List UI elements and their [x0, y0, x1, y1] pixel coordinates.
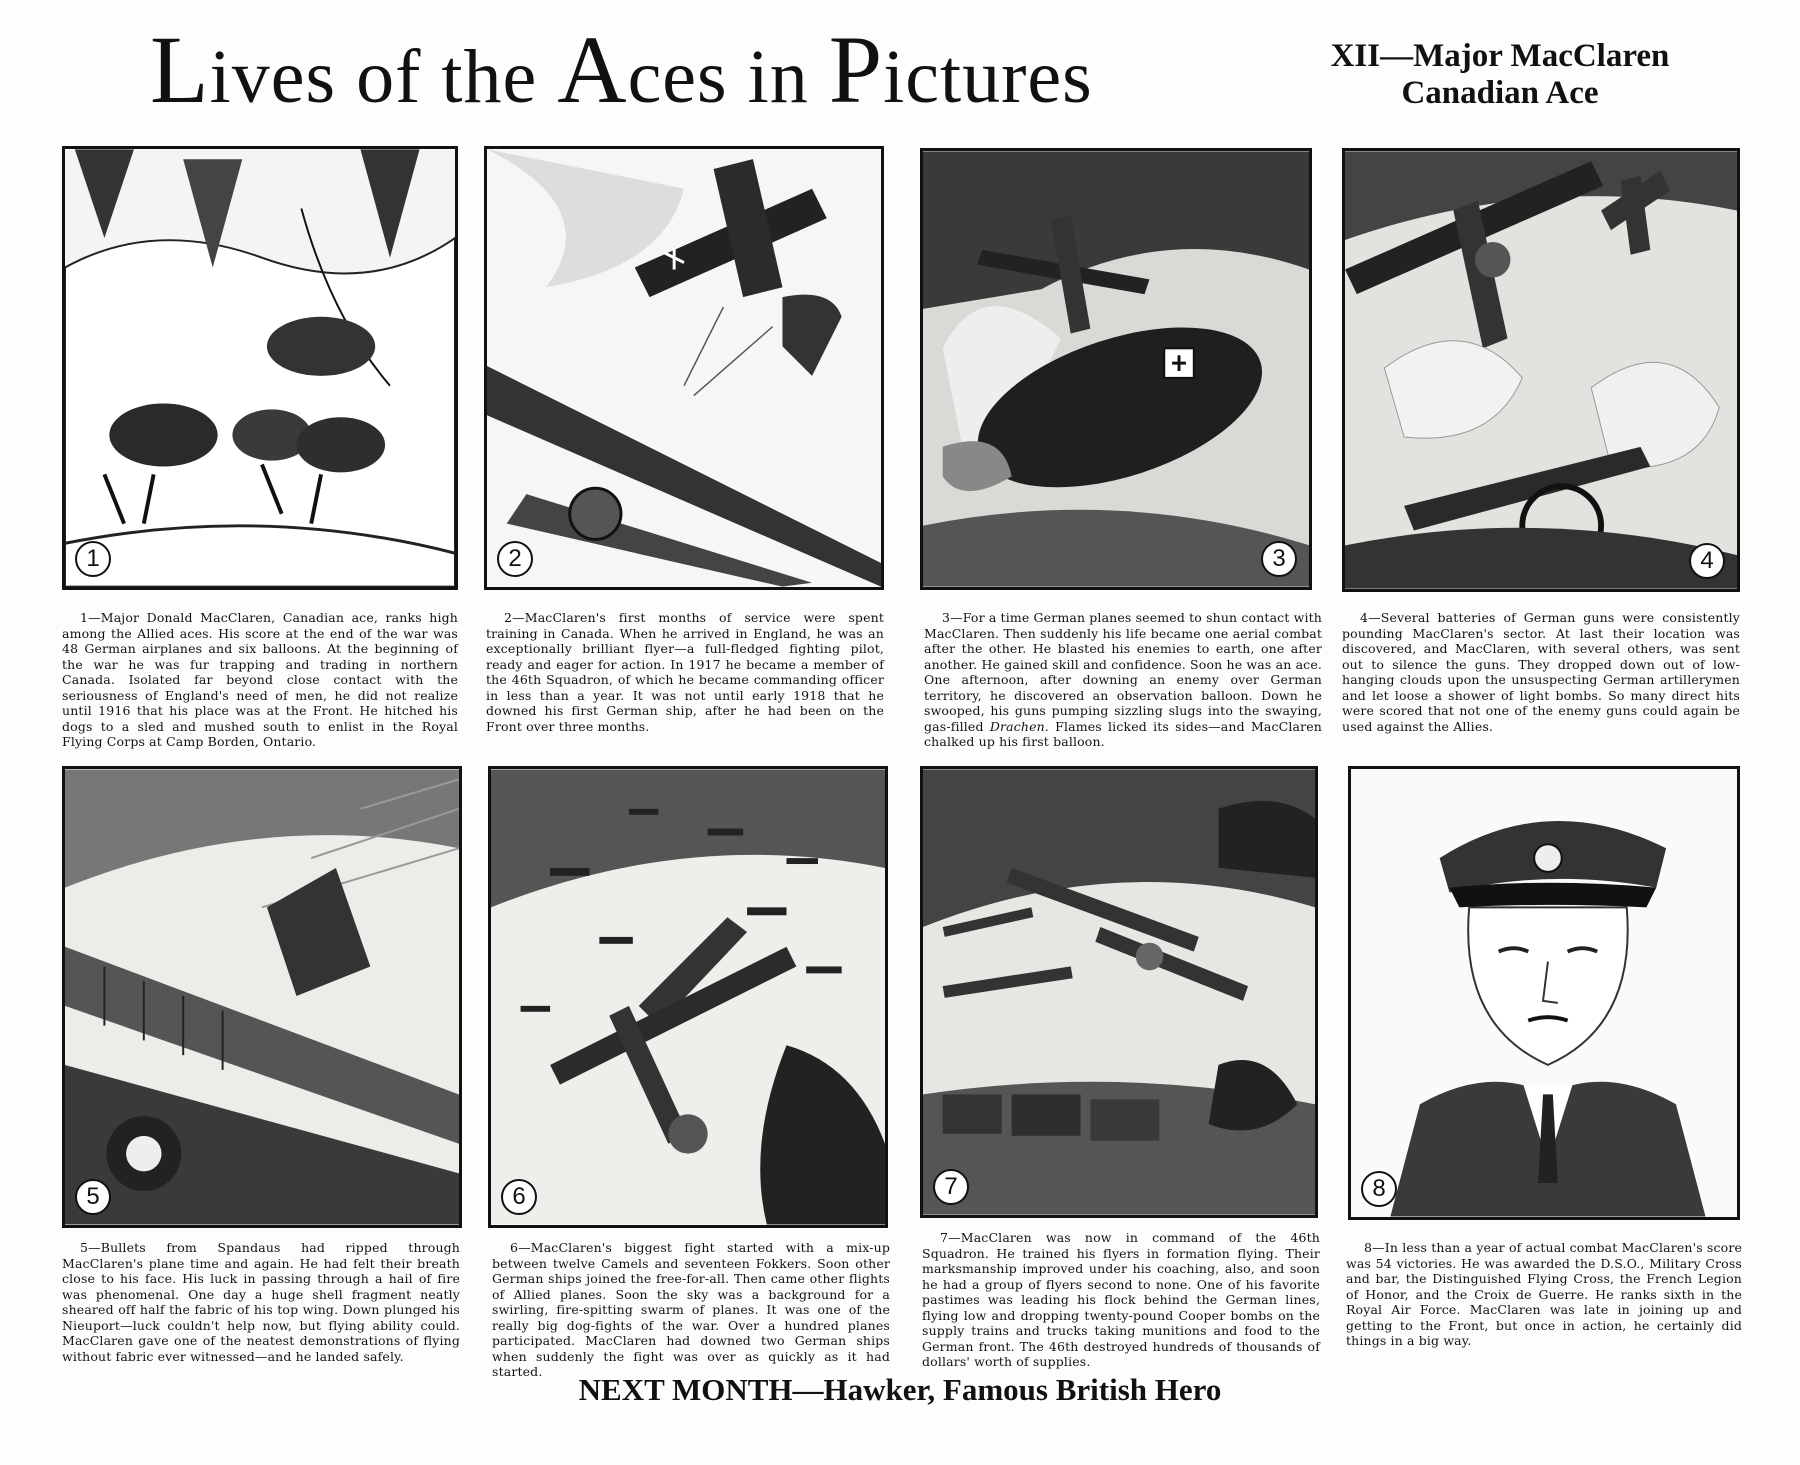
panel-caption [924, 610, 1322, 750]
panel-number: 8 [1361, 1171, 1397, 1207]
portrait-illustration [1351, 769, 1737, 1217]
subtitle-line-1: XII—Major MacClaren [1330, 38, 1670, 74]
dog-sled-illustration [65, 149, 455, 587]
wing-shot-illustration [65, 769, 459, 1225]
panel-8 [1348, 766, 1740, 1220]
dogfight-illustration [491, 769, 885, 1225]
panel-caption: 6—MacClaren's biggest fight started with a mix-up between twelve Camels and seventeen Fokkers. Soon other German ships joined the free-for-all. Then came other flights of Allied planes. Soon the sky was a background for a swirling, fire-spitting swarm of planes. It was one of the really big dog-fights of the war. Over a hundred planes participated. MacClaren had downed two German ships when suddenly the fight was over as quickly as it had started. [492, 1240, 890, 1379]
panel-4 [1342, 148, 1740, 592]
caption-text-end: Flames licked its sides—and MacClaren chalked up his first balloon. [924, 718, 1322, 749]
next-month-footer: NEXT MONTH—Hawker, Famous British Hero [578, 1372, 1222, 1407]
panel-5 [62, 766, 462, 1228]
caption-text: 3—For a time German planes seemed to shun contact with MacClaren. Then suddenly his life became one aerial combat after the other. He blasted his enemies to earth, one after another. He gained skill and confidence. Soon he was an ace. One afternoon, after downing an enemy over German territory, he discovered an observation balloon. Down he swooped, his guns pumping sizzling slugs into the swaying, gas-filled [924, 610, 1322, 734]
panel-3 [920, 148, 1312, 590]
biplane-illustration [487, 149, 881, 587]
panel-2 [484, 146, 884, 590]
guns-bombed-illustration [1345, 151, 1737, 589]
panel-caption: 7—MacClaren was now in command of the 46th Squadron. He trained his flyers in formation flying. Their marksmanship improved under his coaching, also, and soon he had a group of flyers second to none. One of his favorite pastimes was leading his flock behind the German lines, flying low and dropping twenty-pound Cooper bombs on the supply trains and trucks taking munitions and food to the German front. The 46th destroyed hundreds of thousands of dollars' worth of supplies. [922, 1230, 1320, 1369]
panel-number: 4 [1689, 543, 1725, 579]
subtitle-line-2: Canadian Ace [1401, 74, 1599, 111]
panel-number: 3 [1261, 541, 1297, 577]
panel-caption: 2—MacClaren's first months of service were spent training in Canada. When he arrived in England, he was an exceptionally brilliant flyer—a full-fledged fighting pilot, ready and eager for action. In 1917 he became a member of the 46th Squadron, of which he became commanding officer in less than a year. It was not until early 1918 that he downed his first German ship, after he had been on the Front over three months. [486, 610, 884, 734]
panel-caption: 4—Several batteries of German guns were consistently pounding MacClaren's sector. At last their location was discovered, and MacClaren, with several others, was sent out to silence the guns. They dropped down out of low-hanging clouds upon the unsuspecting German artillerymen and let loose a shower of light bombs. So many direct hits were scored that not one of the enemy guns could again be used against the Allies. [1342, 610, 1740, 734]
formation-bombing-illustration [923, 769, 1315, 1215]
panel-1 [62, 146, 458, 590]
series-subtitle [1310, 38, 1690, 112]
balloon-illustration [923, 151, 1309, 587]
panel-caption: 5—Bullets from Spandaus had ripped through MacClaren's plane time and again. He had felt their breath close to his face. His luck in passing through a hail of fire was phenomenal. One day a huge shell fragment neatly sheared off half the fabric of his top wing. Down plunged his Nieuport—luck couldn't help now, but flying ability could. MacClaren gave one of the neatest demonstrations of flying without fabric ever witnessed—and he landed safely. [62, 1240, 460, 1364]
panel-6 [488, 766, 888, 1228]
caption-italic: Drachen. [989, 718, 1049, 734]
panel-number: 2 [497, 541, 533, 577]
panel-number: 7 [933, 1169, 969, 1205]
panel-number: 1 [75, 541, 111, 577]
page-title: Lives of the Aces in Pictures [150, 16, 1093, 123]
panel-number: 5 [75, 1179, 111, 1215]
panel-caption: 8—In less than a year of actual combat MacClaren's score was 54 victories. He was awarded the D.S.O., Military Cross and bar, the Distinguished Flying Cross, the French Legion of Honor, and the Croix de Guerre. He ranks sixth in the Royal Air Force. MacClaren was late in joining up and getting to the Front, but once in action, he certainly did things in a big way. [1346, 1240, 1742, 1348]
panel-caption: 1—Major Donald MacClaren, Canadian ace, ranks high among the Allied aces. His score at the end of the war was 48 German airplanes and six balloons. At the beginning of the war he was fur trapping and trading in northern Canada. Isolated far beyond close contact with the seriousness of England's need of men, he did not realize until 1916 that his place was at the Front. He hitched his dogs to a sled and mushed south to enlist in the Royal Flying Corps at Camp Borden, Ontario. [62, 610, 458, 749]
panel-7 [920, 766, 1318, 1218]
panel-number: 6 [501, 1179, 537, 1215]
